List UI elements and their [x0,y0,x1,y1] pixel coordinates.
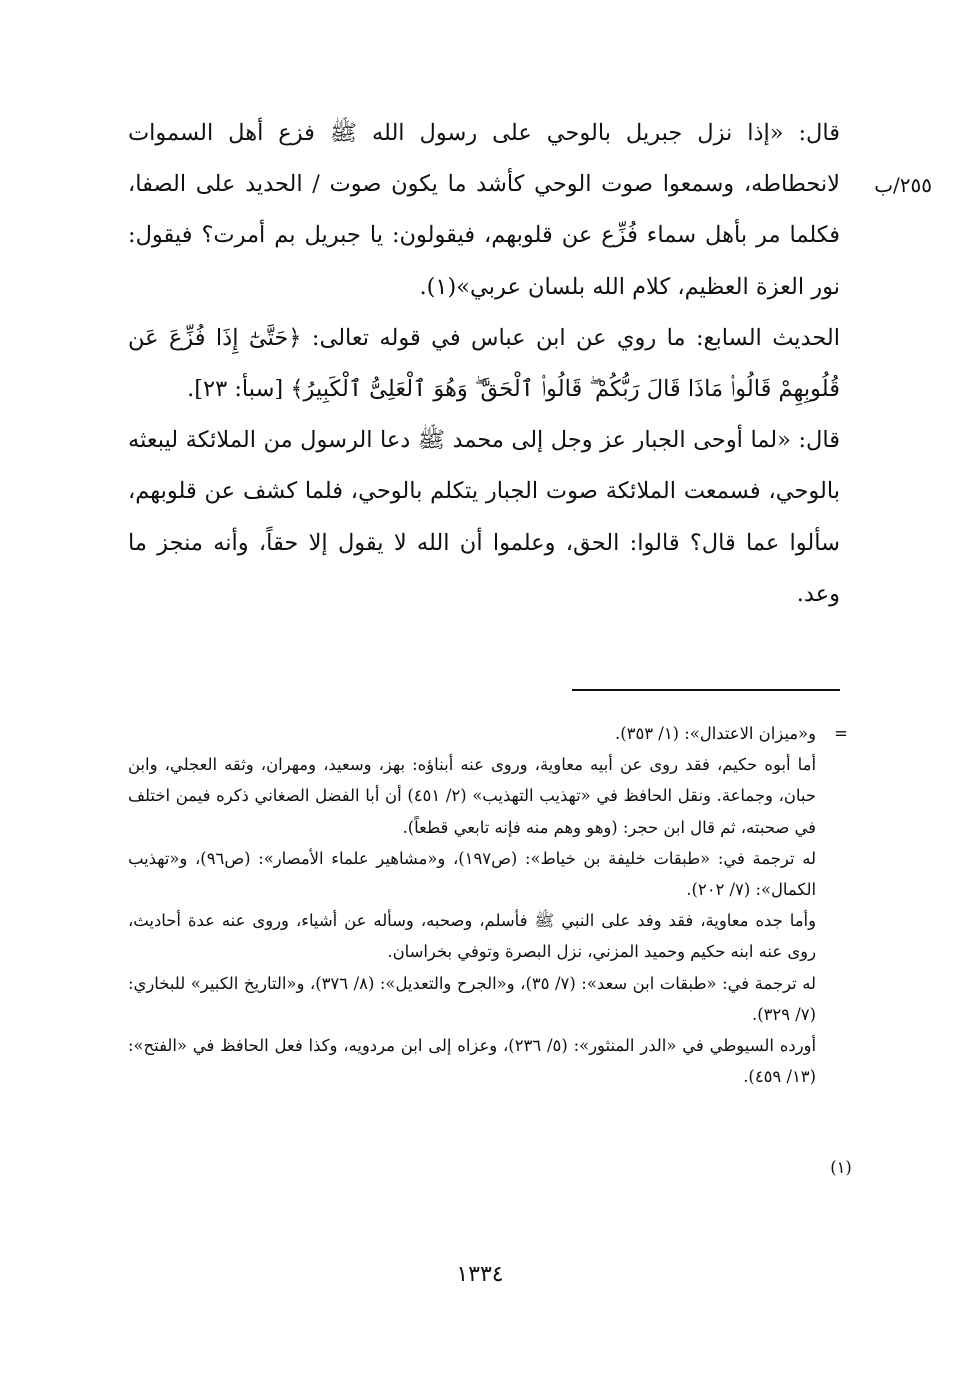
footnote-continuation-marker: = [834,724,848,743]
footnote-separator [572,689,840,691]
footnote-paragraph: أما أبوه حكيم، فقد روى عن أبيه معاوية، وروى عنه أبناؤه: بهز، وسعيد، ومهران، وثقه العجلي، وابن حبان، وجماعة. ونقل الحافظ في «تهذيب التهذيب» (٢/ ٤٥١) أن أبا الفضل الصغاني ذكره فيمن اختلف في صحبته، ثم قال ابن حجر: (وهو وهم منه فإنه تابعي قطعاً). [128,755,816,837]
main-paragraph: قال: «لما أوحى الجبار عز وجل إلى محمد ﷺ دعا الرسول من الملائكة ليبعثه بالوحي، فسمعت الملائكة صوت الجبار يتكلم بالوحي، فلما كشف عن قلوبهم، سألوا عما قال؟ قالوا: الحق، وعلموا أن الله لا يقول إلا حقاً، وأنه منجز ما وعد. [128,427,840,607]
footnote-marker-1: (١) [830,1158,852,1177]
footnote-paragraph: له ترجمة في: «طبقات خليفة بن خياط»: (ص١٩٧)، و«مشاهير علماء الأمصار»: (ص٩٦)، و«تهذيب الكمال»: (٧/ ٢٠٢). [128,848,817,900]
footnote-paragraph: له ترجمة في: «طبقات ابن سعد»: (٧/ ٣٥)، و«الجرح والتعديل»: (٨/ ٣٧٦)، و«التاريخ الكبير» للبخاري: (٧/ ٣٢٩). [128,973,817,1024]
page-number: ١٣٣٤ [456,1262,504,1287]
footnote-paragraph: و«ميزان الاعتدال»: (١/ ٣٥٣). [615,724,816,743]
footnote-1: أورده السيوطي في «الدر المنثور»: (٥/ ٢٣٦)، وعزاه إلى ابن مردويه، وكذا فعل الحافظ في «الفتح»: (١٣/ ٤٥٩). [128,1036,817,1087]
footnotes [128,718,816,1092]
footnote-paragraph: وأما جده معاوية، فقد وفد على النبي ﷺ فأسلم، وصحبه، وسأله عن أشياء، وروى عنه عدة أحاديث، روى عنه ابنه حكيم وحميد المزني، نزل البصرة وتوفي بخراسان. [128,911,816,962]
manuscript-folio-note: ٢٥٥/ب [874,173,932,197]
main-text [128,108,840,620]
main-paragraph: الحديث السابع: ما روي عن ابن عباس في قوله تعالى: ﴿حَتَّىٰٓ إِذَا فُزِّعَ عَن قُلُوبِهِمْ قَالُوا۟ مَاذَا قَالَ رَبُّكُمْ ۖ قَالُوا۟ ٱلْحَقَّ ۖ وَهُوَ ٱلْعَلِىُّ ٱلْكَبِيرُ﴾ [سبأ: ٢٣]. [128,324,840,403]
main-paragraph: قال: «إذا نزل جبريل بالوحي على رسول الله ﷺ فزع أهل السموات لانحطاطه، وسمعوا صوت الوحي كأشد ما يكون صوت / الحديد على الصفا، فكلما مر بأهل سماء فُزِّع عن قلوبهم، فيقولون: يا جبريل بم أمرت؟ فيقول: نور العزة العظيم، كلام الله بلسان عربي»(١). [128,120,840,300]
